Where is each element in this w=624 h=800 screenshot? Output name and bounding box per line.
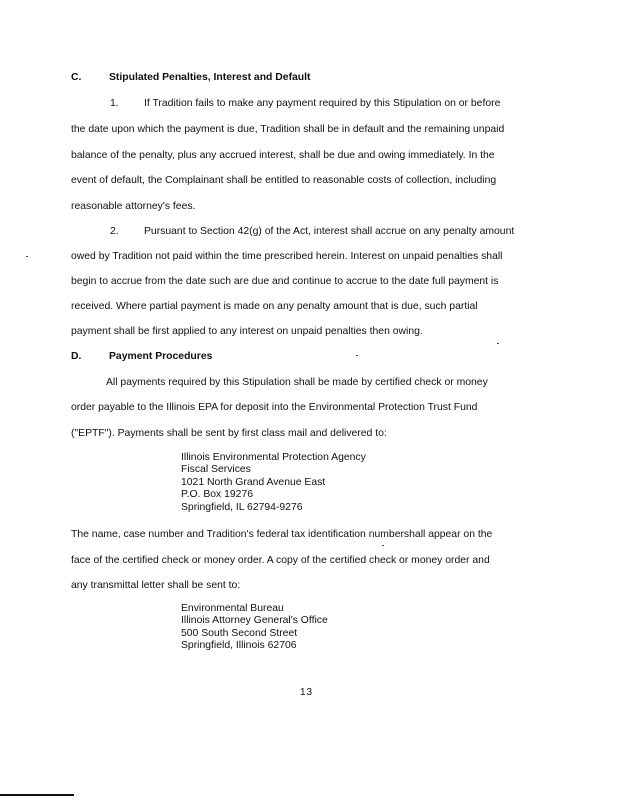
para-c1-line-4: event of default, the Complainant shall be entitled to reasonable costs of collection, including bbox=[71, 175, 497, 186]
section-c-title: Stipulated Penalties, Interest and Default bbox=[109, 72, 311, 83]
para-c1-number: 1. bbox=[110, 98, 119, 109]
para-d1-line-3: ("EPTF"). Payments shall be sent by first class mail and delivered to: bbox=[71, 428, 387, 439]
para-c1-line-5: reasonable attorney's fees. bbox=[71, 201, 196, 212]
epa-address-line-2: Fiscal Services bbox=[181, 464, 251, 475]
ag-address-line-1: Environmental Bureau bbox=[181, 603, 284, 614]
section-c-heading bbox=[71, 71, 311, 84]
epa-address-line-1: Illinois Environmental Protection Agency bbox=[181, 452, 366, 463]
para-c1-text-1: If Tradition fails to make any payment required by this Stipulation on or before bbox=[144, 98, 501, 109]
para-c1-line-2: the date upon which the payment is due, Tradition shall be in default and the remaining unpaid bbox=[71, 124, 505, 135]
page-number: 13 bbox=[300, 687, 314, 698]
section-d-title: Payment Procedures bbox=[109, 351, 213, 362]
para-c2-text-1: Pursuant to Section 42(g) of the Act, interest shall accrue on any penalty amount bbox=[144, 226, 515, 237]
para-c2-line-4: received. Where partial payment is made on any penalty amount that is due, such partial bbox=[71, 301, 478, 312]
epa-address-line-4: P.O. Box 19276 bbox=[181, 489, 254, 500]
para-d2-line-1: The name, case number and Tradition's federal tax identification numbershall appear on the bbox=[71, 529, 493, 540]
section-d-heading bbox=[71, 350, 212, 363]
ag-address-line-2: Illinois Attorney General's Office bbox=[181, 615, 328, 626]
scan-speck bbox=[382, 545, 384, 546]
scan-speck bbox=[26, 256, 28, 257]
para-d2-line-3: any transmittal letter shall be sent to: bbox=[71, 580, 241, 591]
para-c2-line-1 bbox=[110, 225, 514, 238]
ag-address-line-4: Springfield, Illinois 62706 bbox=[181, 640, 297, 651]
para-c1-line-1 bbox=[110, 97, 500, 110]
ag-address-line-3: 500 South Second Street bbox=[181, 628, 298, 639]
section-d-letter: D. bbox=[71, 351, 82, 362]
para-c2-line-3: begin to accrue from the date such are due and continue to accrue to the date full payment is bbox=[71, 276, 499, 287]
para-c1-line-3: balance of the penalty, plus any accrued interest, shall be due and owing immediately. In the bbox=[71, 150, 495, 161]
section-c-letter: C. bbox=[71, 72, 82, 83]
epa-address-line-3: 1021 North Grand Avenue East bbox=[181, 477, 326, 488]
para-d2-line-2: face of the certified check or money order. A copy of the certified check or money order and bbox=[71, 555, 490, 566]
scan-speck bbox=[497, 343, 499, 344]
para-d1-line-2: order payable to the Illinois EPA for deposit into the Environmental Protection Trust Fund bbox=[71, 402, 478, 413]
epa-address-line-5: Springfield, IL 62794-9276 bbox=[181, 502, 303, 513]
para-d1-line-1: All payments required by this Stipulation shall be made by certified check or money bbox=[106, 377, 488, 388]
scan-edge-rule bbox=[0, 794, 74, 796]
para-c2-line-5: payment shall be first applied to any interest on unpaid penalties then owing. bbox=[71, 326, 423, 337]
para-c2-number: 2. bbox=[110, 226, 119, 237]
para-c2-line-2: owed by Tradition not paid within the time prescribed herein. Interest on unpaid penalties shall bbox=[71, 251, 503, 262]
scan-speck bbox=[356, 355, 358, 356]
